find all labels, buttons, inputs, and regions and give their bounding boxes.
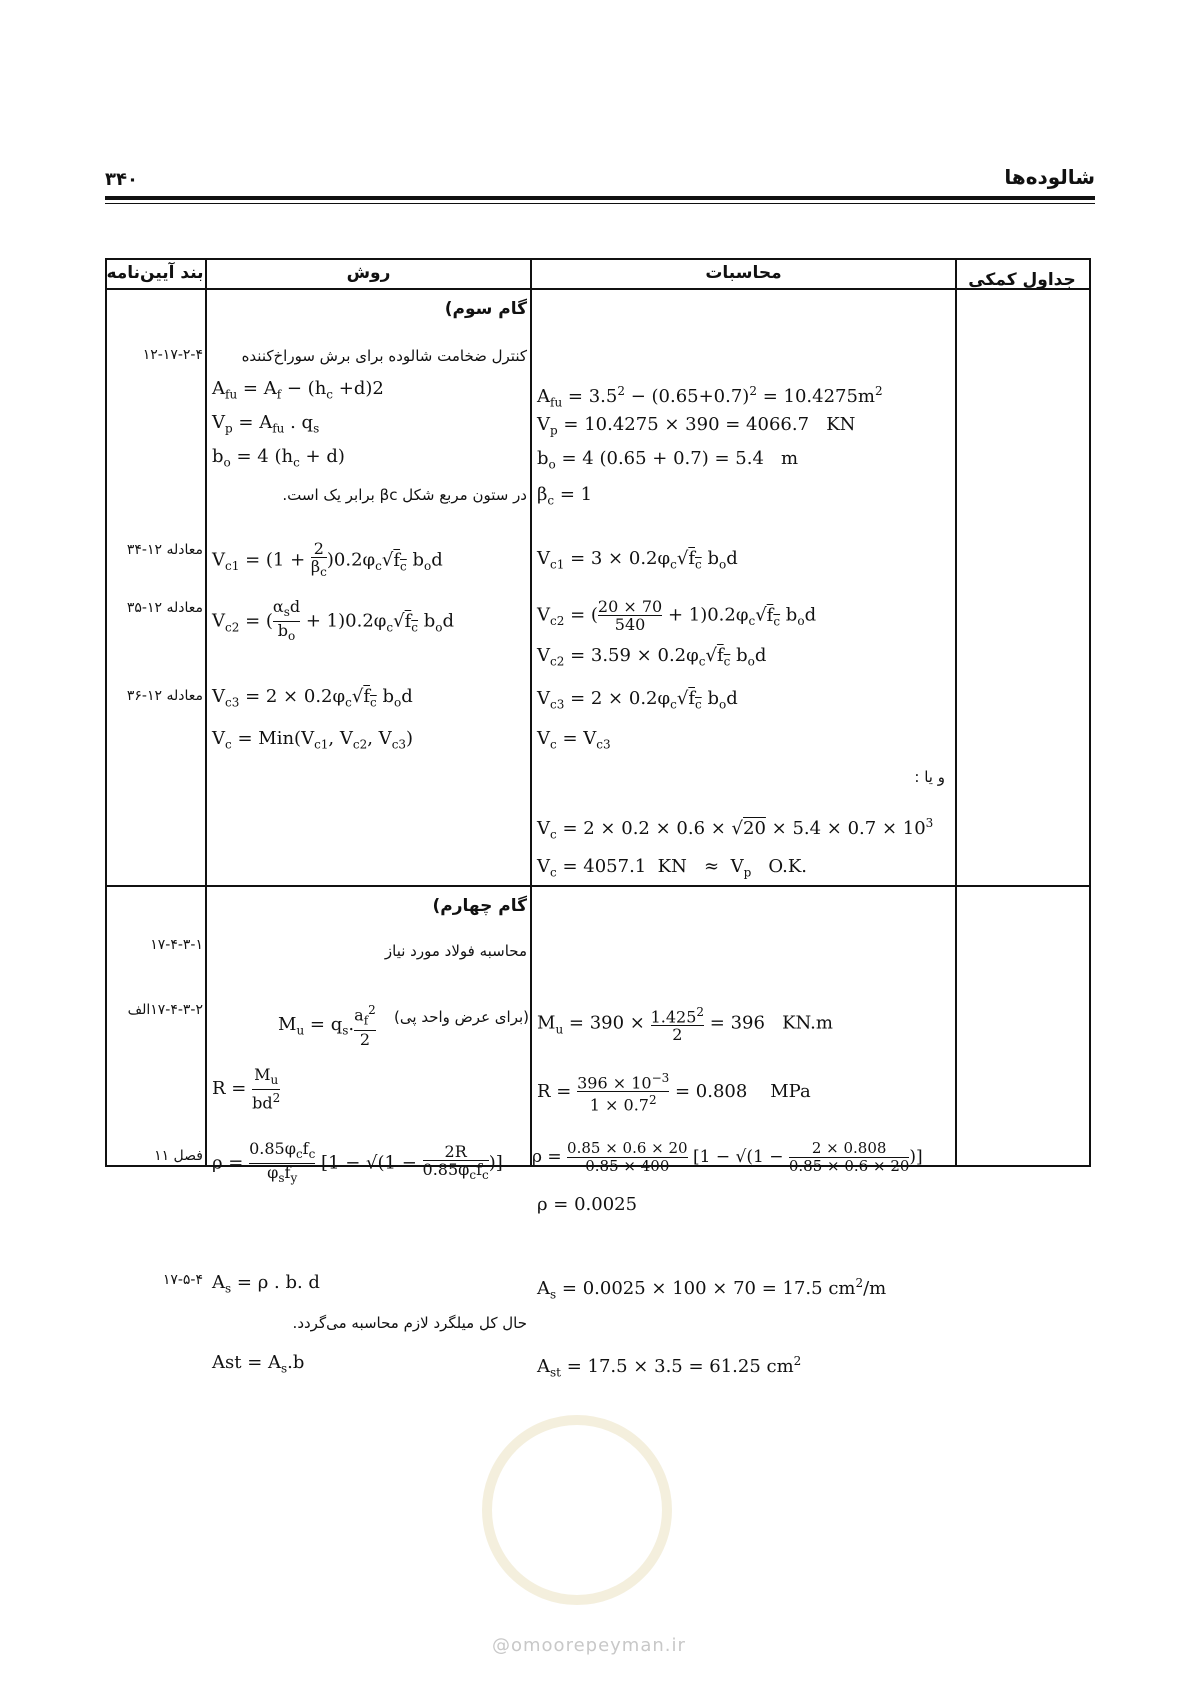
afu-formula: $A_{fu} = A_f - (h_c +d)2$ bbox=[212, 378, 384, 402]
beta-text: در ستون مربع شکل βc برابر یک است. bbox=[282, 486, 527, 504]
vc-formula: $V_c = Min(V_{c1}$, $V_{c2}$, $V_{c3}$) bbox=[212, 728, 414, 752]
ref-rho: فصل ۱۱ bbox=[154, 1148, 203, 1164]
vp-calc: $V_p = 10.4275 \times 390 = 4066.7$ KN bbox=[537, 414, 856, 438]
header-rule-thin bbox=[105, 203, 1095, 204]
watermark-text: @omoorepeyman.ir bbox=[492, 1635, 686, 1656]
ast-calc: $A_{st} = 17.5 \times 3.5 = 61.25$ $cm^2$ bbox=[537, 1354, 802, 1380]
vc3-formula: $V_{c3} = 2 \times 0.2\varphi_c√f_c$ $b_od$ bbox=[212, 686, 413, 710]
column-divider-calc bbox=[955, 258, 957, 1165]
chapter-title: شالوده‌ها bbox=[1004, 165, 1095, 189]
as-formula: $A_s = \rho$ . b. d bbox=[212, 1272, 320, 1296]
step4-title: گام چهارم) bbox=[432, 896, 527, 916]
vp-formula: $V_p = A_{fu}$ . $q_s$ bbox=[212, 412, 320, 436]
step3-title: گام سوم) bbox=[444, 299, 527, 319]
watermark-seal-icon bbox=[482, 1415, 672, 1605]
rebar-text: حال کل میلگرد لازم محاسبه می‌گردد. bbox=[292, 1314, 527, 1332]
ref-mu: ۱۷-۴-۳-۲الف bbox=[127, 1002, 203, 1018]
mu-note: (برای عرض واحد پی) bbox=[394, 1008, 529, 1026]
ref-vc1: معادله ۱۲-۳۴ bbox=[126, 542, 203, 558]
step3-ref-clause: ۱۲-۱۷-۲-۴ bbox=[142, 347, 203, 363]
r-calc: R = $\frac{396 \times 10^{-3}}{1 \times 0.7^2}$ = 0.808 MPa bbox=[537, 1071, 811, 1115]
header-row-rule bbox=[105, 288, 1089, 290]
step4-ref-clause: ۱۷-۴-۳-۱ bbox=[150, 937, 203, 953]
ref-as: ۱۷-۵-۴ bbox=[162, 1272, 203, 1288]
mu-formula: $M_u = q_s$. $\frac{a_f^2}{2}$ bbox=[278, 1003, 376, 1049]
header-ref: بند آیین‌نامه bbox=[106, 263, 204, 283]
vc2-calc-result: $V_{c2} = 3.59 \times 0.2\varphi_c√f_c$ $b_od$ bbox=[537, 645, 767, 669]
page-number: ۳۴۰ bbox=[105, 169, 138, 190]
bo-formula: $b_o = 4$ $(h_c + d)$ bbox=[212, 446, 345, 470]
vc-numeric: $V_c = 2 \times 0.2 \times 0.6 \times √20 \times 5.4 \times 0.7 \times 10^3$ bbox=[537, 816, 934, 842]
header-rule bbox=[105, 196, 1095, 200]
ref-vc3: معادله ۱۲-۳۶ bbox=[126, 688, 203, 704]
as-calc: $A_s = 0.0025 \times 100 \times 70 = 17.5$ $cm^2/m$ bbox=[537, 1276, 887, 1302]
header-calc: محاسبات bbox=[705, 263, 782, 283]
bo-calc: $b_o = 4$ (0.65 + 0.7) = 5.4 m bbox=[537, 448, 799, 472]
header-method: روش bbox=[346, 263, 391, 283]
rho-formula: ρ = $0.85\varphi_cf_c$ $\varphi_sf_y$ [1 − √(1 − 2R $0.85\varphi_cf_c$ )] bbox=[212, 1139, 503, 1186]
column-divider-ref bbox=[205, 258, 207, 1165]
ref-vc2: معادله ۱۲-۳۵ bbox=[126, 600, 203, 616]
vc3-calc: $V_{c3} = 2 \times 0.2\varphi_c√f_c$ $b_od$ bbox=[537, 688, 738, 712]
running-header bbox=[105, 165, 1095, 195]
mu-calc: $M_u = 390$ × $\frac{1.425^2}{2}$ = 396 KN.m bbox=[537, 1005, 833, 1045]
vc-result: $V_c = 4057.1$ KN ≈ $V_p$ O.K. bbox=[537, 856, 808, 880]
step3-check-text: کنترل ضخامت شالوده برای برش سوراخ‌کننده bbox=[241, 347, 527, 365]
vc-calc: $V_c = V_{c3}$ bbox=[537, 728, 611, 752]
rho-calc: ρ = $\frac{0.85 \times 0.6 \times 20}{0.85 \times 400}$ [1 − √(1 − $\frac{2 \times 0.808}{0.85 \times 0.6 \times 20}$ )] bbox=[532, 1139, 923, 1175]
steel-text: محاسبه فولاد مورد نیاز bbox=[384, 942, 527, 960]
afu-calc: $A_{fu} = 3.5^2 - (0.65+0.7)^2 = 10.4275m^2$ bbox=[537, 384, 883, 410]
column-divider-method bbox=[530, 258, 532, 1165]
vc2-formula: $V_{c2}$ = ( $\alpha_sd$ $b_o$ + $1)0.2\varphi_c√f_c$ $b_od$ bbox=[212, 597, 455, 644]
vc2-calc: $V_{c2}$ = ( $\frac{20 \times 70}{540}$ + $1)0.2\varphi_c√f_c$ $b_od$ bbox=[537, 597, 817, 634]
rho-result: ρ = 0.0025 bbox=[537, 1194, 638, 1215]
vc1-calc: $V_{c1} = 3 \times 0.2\varphi_c√f_c$ $b_od$ bbox=[537, 548, 738, 572]
vc1-formula: $V_{c1} = (1$ + $\frac{2}{\beta_c}$ )$0.2\varphi_c√f_c$ $b_od$ bbox=[212, 539, 443, 580]
r-formula: R = $\frac{M_u}{bd^2}$ bbox=[212, 1065, 281, 1113]
or-text: و یا : bbox=[914, 768, 945, 786]
ast-formula: Ast = $A_s.b$ bbox=[212, 1352, 305, 1376]
step-divider bbox=[105, 885, 1089, 887]
beta-calc: $\beta_c = 1$ bbox=[537, 484, 593, 508]
header-aux: جداول کمکی bbox=[968, 270, 1076, 290]
